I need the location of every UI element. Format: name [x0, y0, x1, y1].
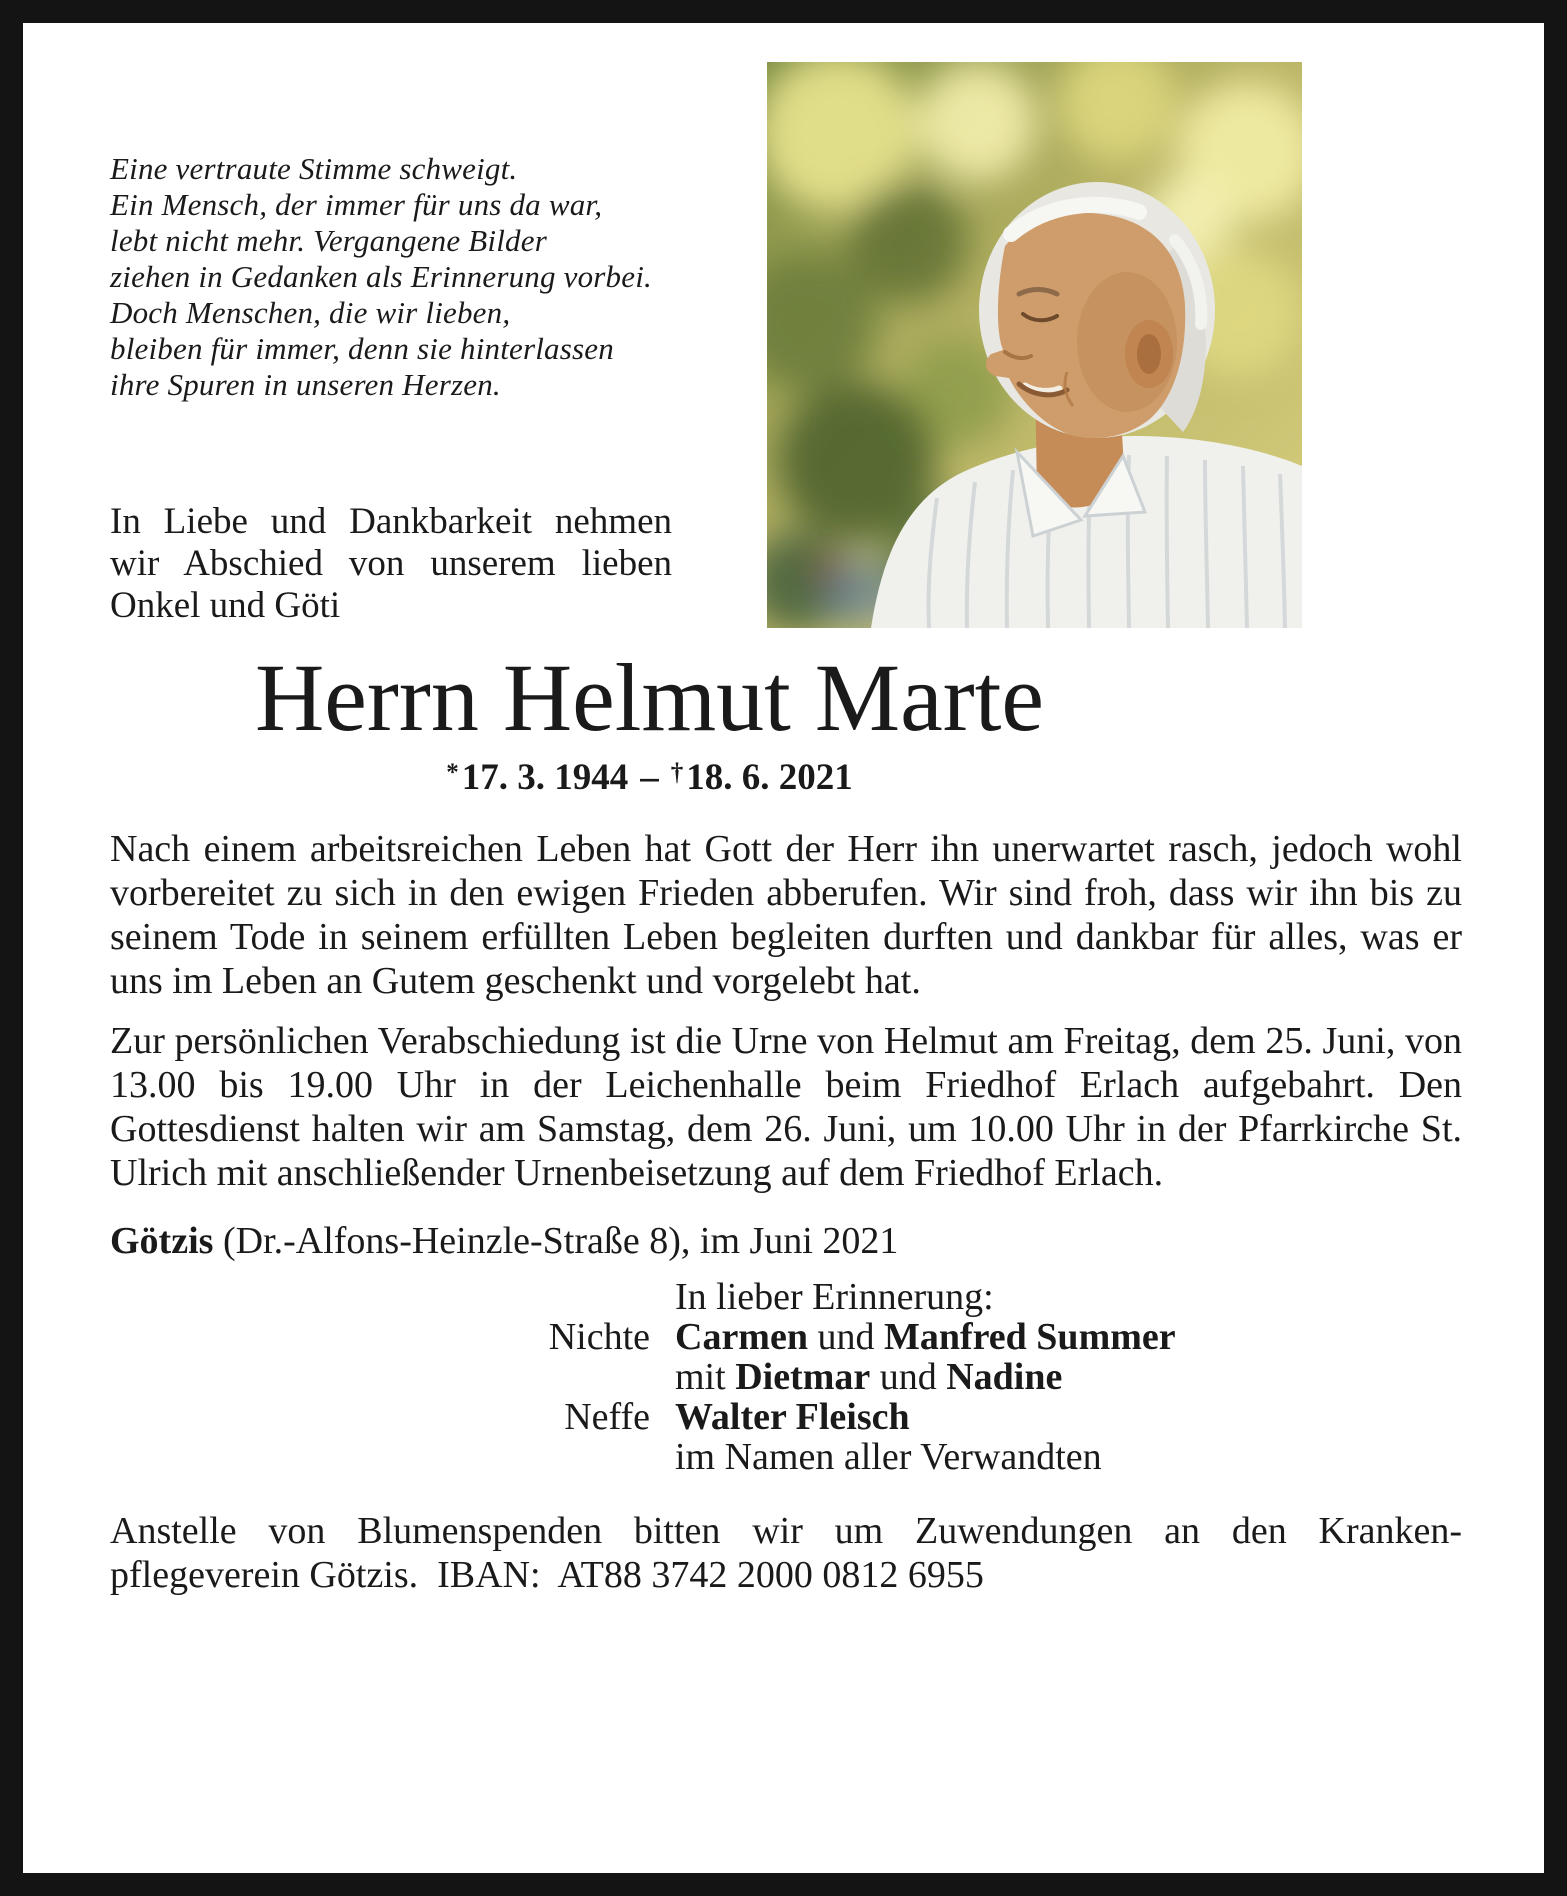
birth-date: 17. 3. 1944 [461, 756, 629, 798]
birth-symbol: * [446, 758, 459, 786]
obituary-content [23, 23, 1544, 1597]
remembrance-heading: In lieber Erinnerung: [675, 1275, 994, 1318]
poem-line: Ein Mensch, der immer für uns da war, [110, 187, 603, 222]
funeral-details-paragraph: Zur persönlichen Verabschiedung ist die Urne von Helmut am Freitag, dem 25. Juni, von 13.00 bis 19.00 Uhr in der Leichenhalle beim Friedhof Erlach aufgebahrt. Den Gottesdienst halten wir am Samstag, dem 26. Juni, um 10.00 Uhr in der Pfarrkirche St. Ulrich mit anschließender Urnenbeisetzung auf dem Friedhof Erlach. [110, 1019, 1462, 1194]
name-block [110, 644, 1462, 799]
nephew-label: Neffe [564, 1395, 650, 1438]
poem-line: Eine vertraute Stimme schweigt. [110, 151, 518, 186]
remembrance-row [110, 1277, 1462, 1317]
remembrance-label-empty [110, 1437, 675, 1477]
poem-line: ziehen in Gedanken als Erinnerung vorbei. [110, 259, 652, 294]
poem-line: Doch Menschen, die wir lieben, [110, 295, 511, 330]
niece-line [675, 1317, 1462, 1357]
portrait-photo-graphic [767, 62, 1302, 628]
poem-line: ihre Spuren in unseren Herzen. [110, 367, 501, 402]
children-line [675, 1357, 1462, 1397]
obituary-paragraph: Nach einem arbeitsreichen Leben hat Gott der Herr ihn unerwartet rasch, jedoch wohl vorbereitet zu sich in den ewigen Frieden abberufen. Wir sind froh, dass wir ihn bis zu seinem Tode in seinem erfüllten Leben begleiten durften und dankbar für alles, was er uns im Leben an Gutem geschenkt und vorgelebt hat. [110, 827, 1462, 1002]
remembrance-block [110, 1277, 1462, 1477]
death-symbol: † [670, 758, 684, 786]
address-rest: (Dr.-Alfons-Heinzle-Straße 8), im Juni 2021 [213, 1219, 899, 1262]
memorial-poem [110, 151, 767, 403]
remembrance-row [110, 1357, 1462, 1397]
poem-line: lebt nicht mehr. Vergangene Bilder [110, 223, 547, 258]
conjunction: und [879, 1355, 937, 1398]
address-line [110, 1219, 1462, 1263]
donation-note [110, 1509, 1462, 1597]
remembrance-row [110, 1437, 1462, 1477]
remembrance-row [110, 1317, 1462, 1357]
poem-line: bleiben für immer, denn sie hinterlassen [110, 331, 614, 366]
farewell-intro-text: In Liebe und Dankbarkeit nehmen wir Abschied von unserem lieben Onkel und Göti [110, 501, 672, 626]
dates-separator: – [640, 756, 659, 798]
donation-line-2-iban: pflegeverein Götzis. IBAN: AT88 3742 2000 0812 6955 [110, 1553, 984, 1596]
donation-line-1: Anstelle von Blumenspenden bitten wir um Zuwendungen an den Kranken- [110, 1509, 1462, 1552]
death-date: 18. 6. 2021 [686, 756, 853, 798]
life-dates [110, 756, 1189, 799]
niece-spouse-name: Manfred Summer [883, 1315, 1176, 1358]
remembrance-label-empty [110, 1357, 675, 1397]
left-column [110, 23, 767, 627]
portrait-photo [767, 62, 1302, 628]
top-section [110, 23, 1462, 628]
nephew-name: Walter Fleisch [675, 1395, 910, 1438]
child-name: Dietmar [735, 1355, 871, 1398]
remembrance-label-empty [110, 1277, 675, 1317]
remembrance-closing: im Namen aller Verwandten [675, 1435, 1102, 1478]
conjunction: und [817, 1315, 875, 1358]
child-name: Nadine [946, 1355, 1063, 1398]
niece-label: Nichte [548, 1315, 650, 1358]
remembrance-row [110, 1397, 1462, 1437]
place-name: Götzis [110, 1219, 214, 1262]
with-word: mit [675, 1355, 726, 1398]
niece-name: Carmen [675, 1315, 808, 1358]
deceased-name: Herrn Helmut Marte [254, 644, 1045, 751]
